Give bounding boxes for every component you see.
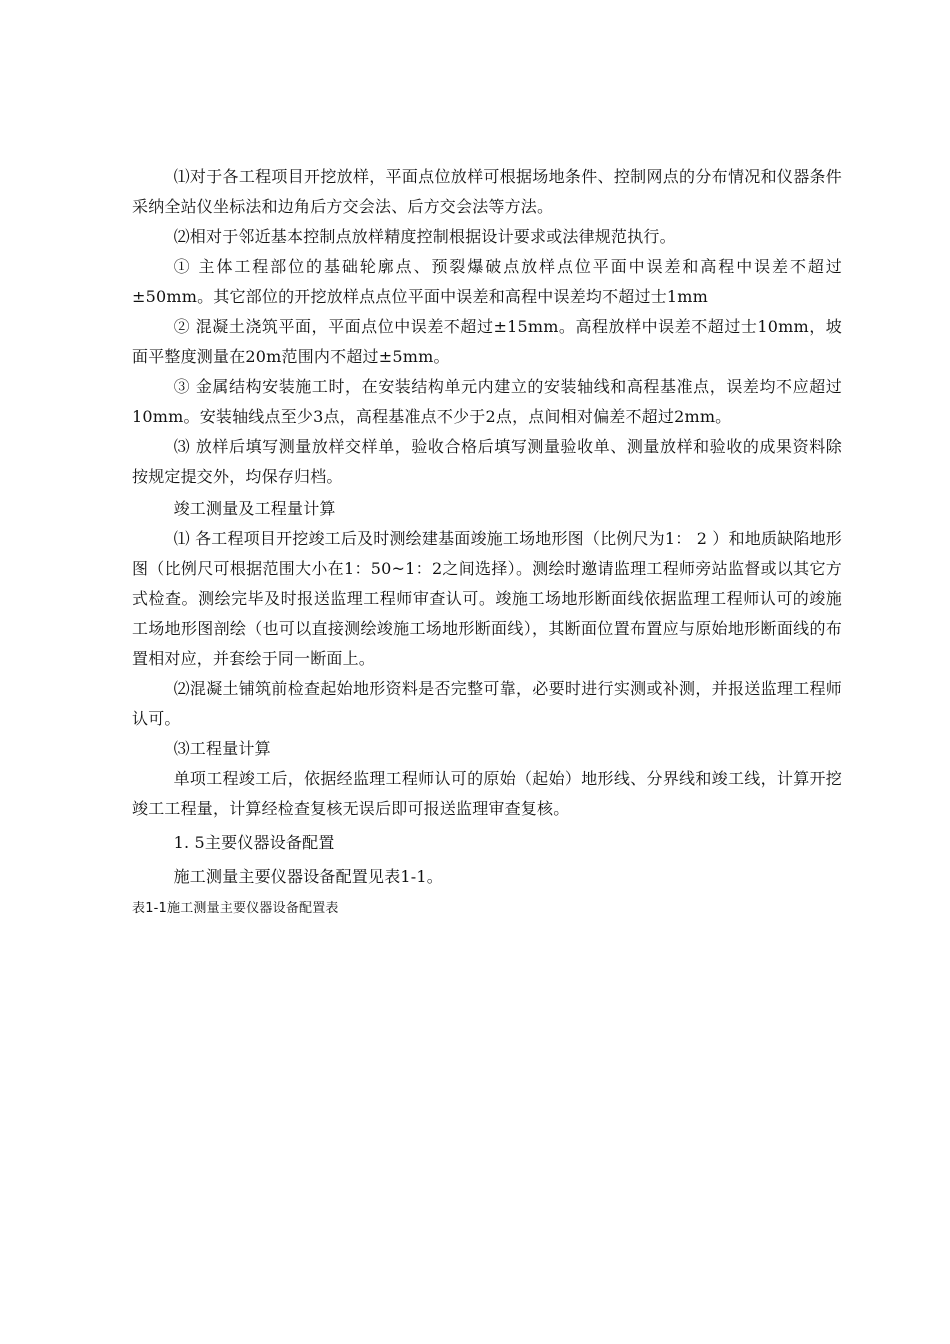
paragraph-main-structure-error: ① 主体工程部位的基础轮廓点、预裂爆破点放样点位平面中误差和高程中误差不超过±50mm。其它部位的开挖放样点点位平面中误差和高程中误差均不超过士1mm <box>132 257 842 306</box>
document-body <box>132 162 842 920</box>
paragraph-concrete-error: ② 混凝土浇筑平面，平面点位中误差不超过±15mm。高程放样中误差不超过士10mm，坡面平整度测量在20m范围内不超过±5mm。 <box>132 317 842 366</box>
paragraph-concrete-inspection: ⑵混凝土铺筑前检查起始地形资料是否完整可靠，必要时进行实测或补测，并报送监理工程师认可。 <box>132 679 842 728</box>
paragraph-precision-control: ⑵相对于邻近基本控制点放样精度控制根据设计要求或法律规范执行。 <box>173 227 676 246</box>
paragraph-metal-structure-error: ③ 金属结构安装施工时，在安装结构单元内建立的安装轴线和高程基准点，误差均不应超过10mm。安装轴线点至少3点，高程基准点不少于2点，点间相对偏差不超过2mm。 <box>132 377 842 426</box>
table-caption: 表1-1施工测量主要仪器设备配置表 <box>132 901 339 916</box>
paragraph-quantity-heading: ⑶工程量计算 <box>173 739 271 758</box>
paragraph-layout-method: ⑴对于各工程项目开挖放样，平面点位放样可根据场地条件、控制网点的分布情况和仪器条件采纳全站仪坐标法和边角后方交会法、后方交会法等方法。 <box>132 167 842 216</box>
paragraph-instrument-reference: 施工测量主要仪器设备配置见表1-1。 <box>173 867 443 886</box>
section-heading-instruments: 1. 5主要仪器设备配置 <box>173 833 335 852</box>
paragraph-completion-mapping: ⑴ 各工程项目开挖竣工后及时测绘建基面竣施工场地形图（比例尺为1： 2 ）和地质缺陷地形图（比例尺可根据范围大小在1：50~1：2之间选择）。测绘时邀请监理工程师旁站监督或以其它方式检查。测绘完毕及时报送监理工程师审查认可。竣施工场地形断面线依据监理工程师认可的竣施工场地形图剖绘（也可以直接测绘竣施工场地形断面线），其断面位置布置应与原始地形断面线的布置相对应，并套绘于同一断面上。 <box>132 529 843 668</box>
paragraph-quantity-calculation: 单项工程竣工后，依据经监理工程师认可的原始（起始）地形线、分界线和竣工线，计算开挖竣工工程量，计算经检查复核无误后即可报送监理审查复核。 <box>132 769 842 818</box>
section-heading-completion-survey: 竣工测量及工程量计算 <box>173 499 336 518</box>
paragraph-record-archive: ⑶ 放样后填写测量放样交样单，验收合格后填写测量验收单、测量放样和验收的成果资料除按规定提交外，均保存归档。 <box>132 437 842 486</box>
